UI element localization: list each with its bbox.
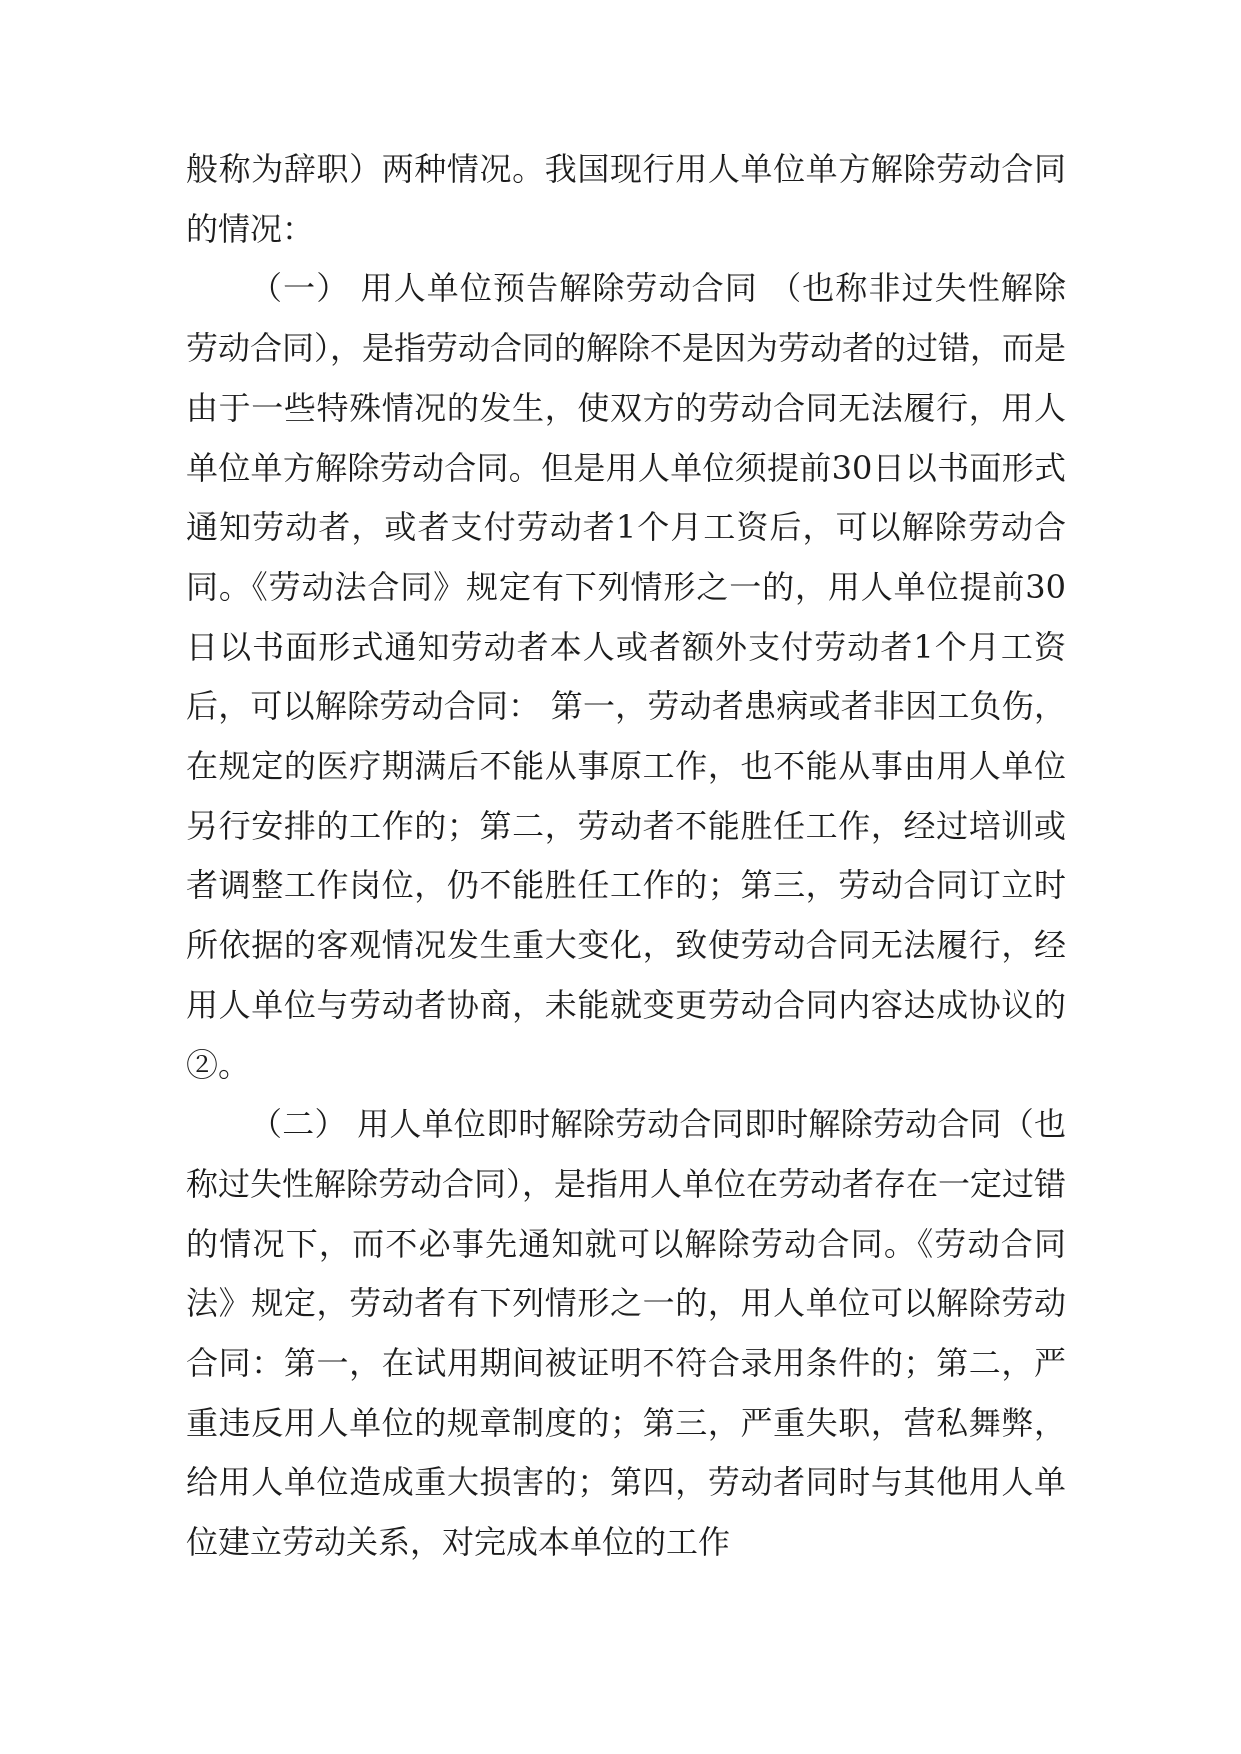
body-text (186, 140, 1066, 1573)
paragraph-continuation: 般称为辞职）两种情况。我国现行用人单位单方解除劳动合同的情况： (186, 150, 1066, 248)
paragraph-immediate-termination: （二） 用人单位即时解除劳动合同即时解除劳动合同（也称过失性解除劳动合同），是指用人单位在劳动者存在一定过错的情况下，而不必事先通知就可以解除劳动合同。《劳动合同法》规定，劳动者有下列情形之一的，用人单位可以解除劳动合同：第一，在试用期间被证明不符合录用条件的；第二，严重违反用人单位的规章制度的；第三，严重失职，营私舞弊，给用人单位造成重大损害的；第四，劳动者同时与其他用人单位建立劳动关系，对完成本单位的工作 (186, 1105, 1067, 1562)
paragraph-preannounced-termination: （一） 用人单位预告解除劳动合同 （也称非过失性解除劳动合同），是指劳动合同的解除不是因为劳动者的过错，而是由于一些特殊情况的发生，使双方的劳动合同无法履行，用人单位单方解除劳动合同。但是用人单位须提前30日以书面形式通知劳动者，或者支付劳动者1个月工资后，可以解除劳动合同。《劳动法合同》规定有下列情形之一的，用人单位提前30日以书面形式通知劳动者本人或者额外支付劳动者1个月工资后，可以解除劳动合同： 第一，劳动者患病或者非因工负伤，在规定的医疗期满后不能从事原工作，也不能从事由用人单位另行安排的工作的；第二，劳动者不能胜任工作，经过培训或者调整工作岗位，仍不能胜任工作的；第三，劳动合同订立时所依据的客观情况发生重大变化，致使劳动合同无法履行，经用人单位与劳动者协商，未能就变更劳动合同内容达成协议的②。 (186, 269, 1067, 1084)
